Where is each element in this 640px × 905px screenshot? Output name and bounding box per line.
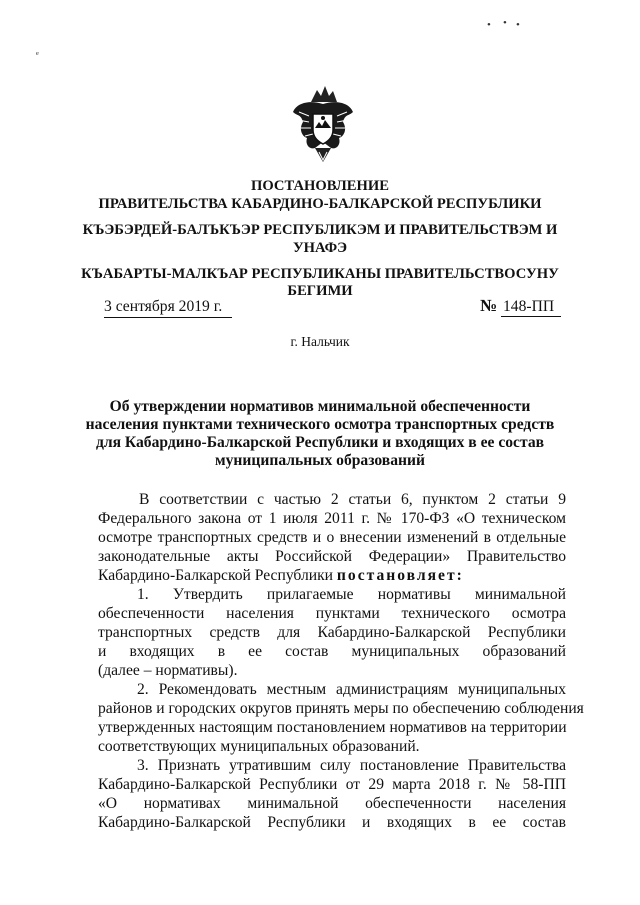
text-line: Кабардино-Балкарской Республики от 29 марта 2018 г. № 58-ПП bbox=[98, 776, 566, 793]
text-line: и входящих в ее состав муниципальных образований bbox=[98, 643, 566, 660]
decree-number bbox=[480, 296, 566, 317]
text-line: районов и городских округов принять меры по обеспечению соблюдения bbox=[98, 700, 584, 717]
title-line: муниципальных образований bbox=[215, 452, 425, 469]
text-line: В соответствии с частью 2 статьи 6, пунктом 2 статьи 9 bbox=[139, 491, 566, 508]
scan-dot: • bbox=[516, 19, 520, 31]
text-line: осмотре транспортных средств и о внесении изменений в отдельные bbox=[98, 529, 566, 546]
scan-dot: ᵉ bbox=[36, 49, 39, 61]
government-balkar-line-2: БЕГИМИ bbox=[287, 283, 353, 299]
scan-dot: • bbox=[503, 17, 507, 29]
government-balkar-line-1: КЪАБАРТЫ-МАЛКЪАР РЕСПУБЛИКАНЫ ПРАВИТЕЛЬСТВОСУНУ bbox=[81, 266, 559, 282]
number-label: № bbox=[480, 296, 498, 315]
text-line: «О нормативах минимальной обеспеченности населения bbox=[98, 795, 566, 812]
title-line: для Кабардино-Балкарской Республики и входящих в ее состав bbox=[95, 434, 545, 451]
city: г. Нальчик bbox=[290, 334, 350, 349]
government-kabardian-line-1: КЪЭБЭРДЕЙ-БАЛЪКЪЭР РЕСПУБЛИКЭМ И ПРАВИТЕЛЬСТВЭМ И bbox=[82, 222, 558, 238]
decree-date: 3 сентября 2019 г. bbox=[104, 298, 232, 318]
number-value: 148-ПП bbox=[501, 298, 561, 317]
text-line: 2. Рекомендовать местным администрациям муниципальных bbox=[137, 681, 566, 698]
decrees-word: постановляет: bbox=[336, 567, 464, 584]
text-line: законодательные акты Российской Федерации» Правительство bbox=[98, 548, 566, 565]
government-kabardian-line-2: УНАФЭ bbox=[292, 240, 348, 256]
title-line: Об утверждении нормативов минимальной обеспеченности bbox=[109, 398, 531, 415]
preamble bbox=[98, 490, 566, 585]
text-line: транспортных средств для Кабардино-Балкарской Республики bbox=[98, 624, 566, 641]
text-line: соответствующих муниципальных образований. bbox=[98, 738, 420, 755]
item-2 bbox=[98, 680, 584, 756]
text-line: 1. Утвердить прилагаемые нормативы минимальной bbox=[137, 586, 566, 603]
text-line: 3. Признать утратившим силу постановление Правительства bbox=[137, 757, 566, 774]
text-fragment: Кабардино-Балкарской Республики bbox=[98, 567, 337, 584]
item-1 bbox=[98, 585, 566, 680]
coat-of-arms-icon bbox=[289, 82, 357, 168]
text-line bbox=[98, 566, 566, 585]
item-3 bbox=[98, 756, 566, 832]
text-line: обеспеченности населения пунктами технического осмотра bbox=[98, 605, 566, 622]
text-line: Федерального закона от 1 июля 2011 г. № 170-ФЗ «О техническом bbox=[98, 510, 566, 527]
title-line: населения пунктами технического осмотра транспортных средств bbox=[85, 416, 555, 433]
decree-heading: ПОСТАНОВЛЕНИЕ bbox=[251, 178, 389, 194]
text-line: Кабардино-Балкарской Республики и входящих в ее состав bbox=[98, 814, 566, 831]
text-line: утвержденных настоящим постановлением нормативов на территории bbox=[98, 719, 567, 736]
scan-dot: • bbox=[487, 19, 491, 31]
government-ru: ПРАВИТЕЛЬСТВА КАБАРДИНО-БАЛКАРСКОЙ РЕСПУБЛИКИ bbox=[98, 196, 542, 212]
text-line: (далее – нормативы). bbox=[98, 662, 238, 679]
